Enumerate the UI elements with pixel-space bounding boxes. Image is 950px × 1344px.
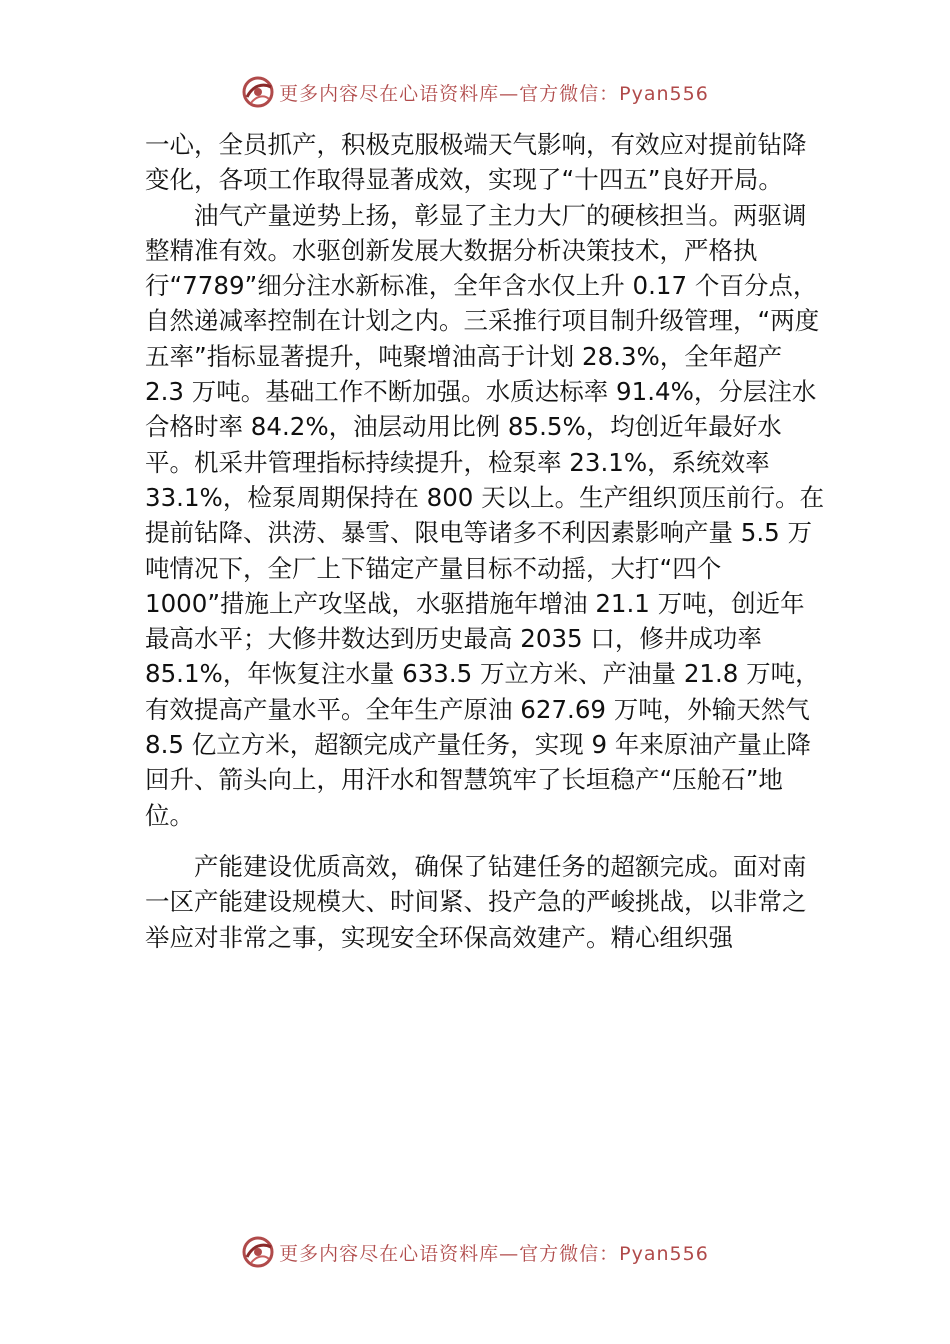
paragraph-3: 产能建设优质高效，确保了钻建任务的超额完成。面对南一区产能建设规模大、时间紧、投产急的严峻挑战，以非常之举应对非常之事，实现安全环保高效建产。精心组织强 bbox=[145, 851, 807, 952]
red-swirl-logo-icon bbox=[241, 75, 275, 109]
paragraph-2: 油气产量逆势上扬，彰显了主力大厂的硬核担当。两驱调整精准有效。水驱创新发展大数据分析决策技术，严格执行“7789”细分注水新标准，全年含水仅上升 0.17 个百分点，自然递减率控制在计划之内。三采推行项目制升级管理，“两度五率”指标显著提升，吨聚增油高于计划 28.3%，全年超产 2.3 万吨。基础工作不断加强。水质达标率 91.4%，分层注水合格时率 84.2%，油层动用比例 85.5%，均创近年最好水平。机采井管理指标持续提升，检泵率 23.1%，系统效率 33.1%，检泵周期保持在 800 天以上。生产组织顶压前行。在提前钻降、洪涝、暴雪、限电等诸多不利因素影响产量 5.5 万吨情况下，全厂上下锚定产量目标不动摇，大打“四个 1000”措施上产攻坚战，水驱措施年增油 21.1 万吨，创近年最高水平；大修井数达到历史最高 2035 口，修井成功率 85.1%，年恢复注水量 633.5 万立方米、产油量 21.8 万吨，有效提高产量水平。全年生产原油 627.69 万吨，外输天然气 8.5 亿立方米，超额完成产量任务，实现 9 年来原油产量止降回升、箭头向上，用汗水和智慧筑牢了长垣稳产“压舱石”地位。 bbox=[145, 200, 825, 830]
paragraph-1: 一心，全员抓产，积极克服极端天气影响，有效应对提前钻降变化，各项工作取得显著成效，实现了“十四五”良好开局。 bbox=[145, 130, 807, 195]
header-banner-text: 更多内容尽在心语资料库—官方微信：Pyan556 bbox=[279, 82, 709, 105]
document-body bbox=[145, 127, 825, 955]
footer-banner bbox=[0, 1232, 950, 1272]
footer-wechat-id: Pyan556 bbox=[619, 1242, 709, 1265]
red-swirl-logo-icon bbox=[241, 1235, 275, 1269]
header-banner bbox=[0, 72, 950, 112]
header-wechat-id: Pyan556 bbox=[619, 82, 709, 105]
footer-banner-text: 更多内容尽在心语资料库—官方微信：Pyan556 bbox=[279, 1242, 709, 1265]
